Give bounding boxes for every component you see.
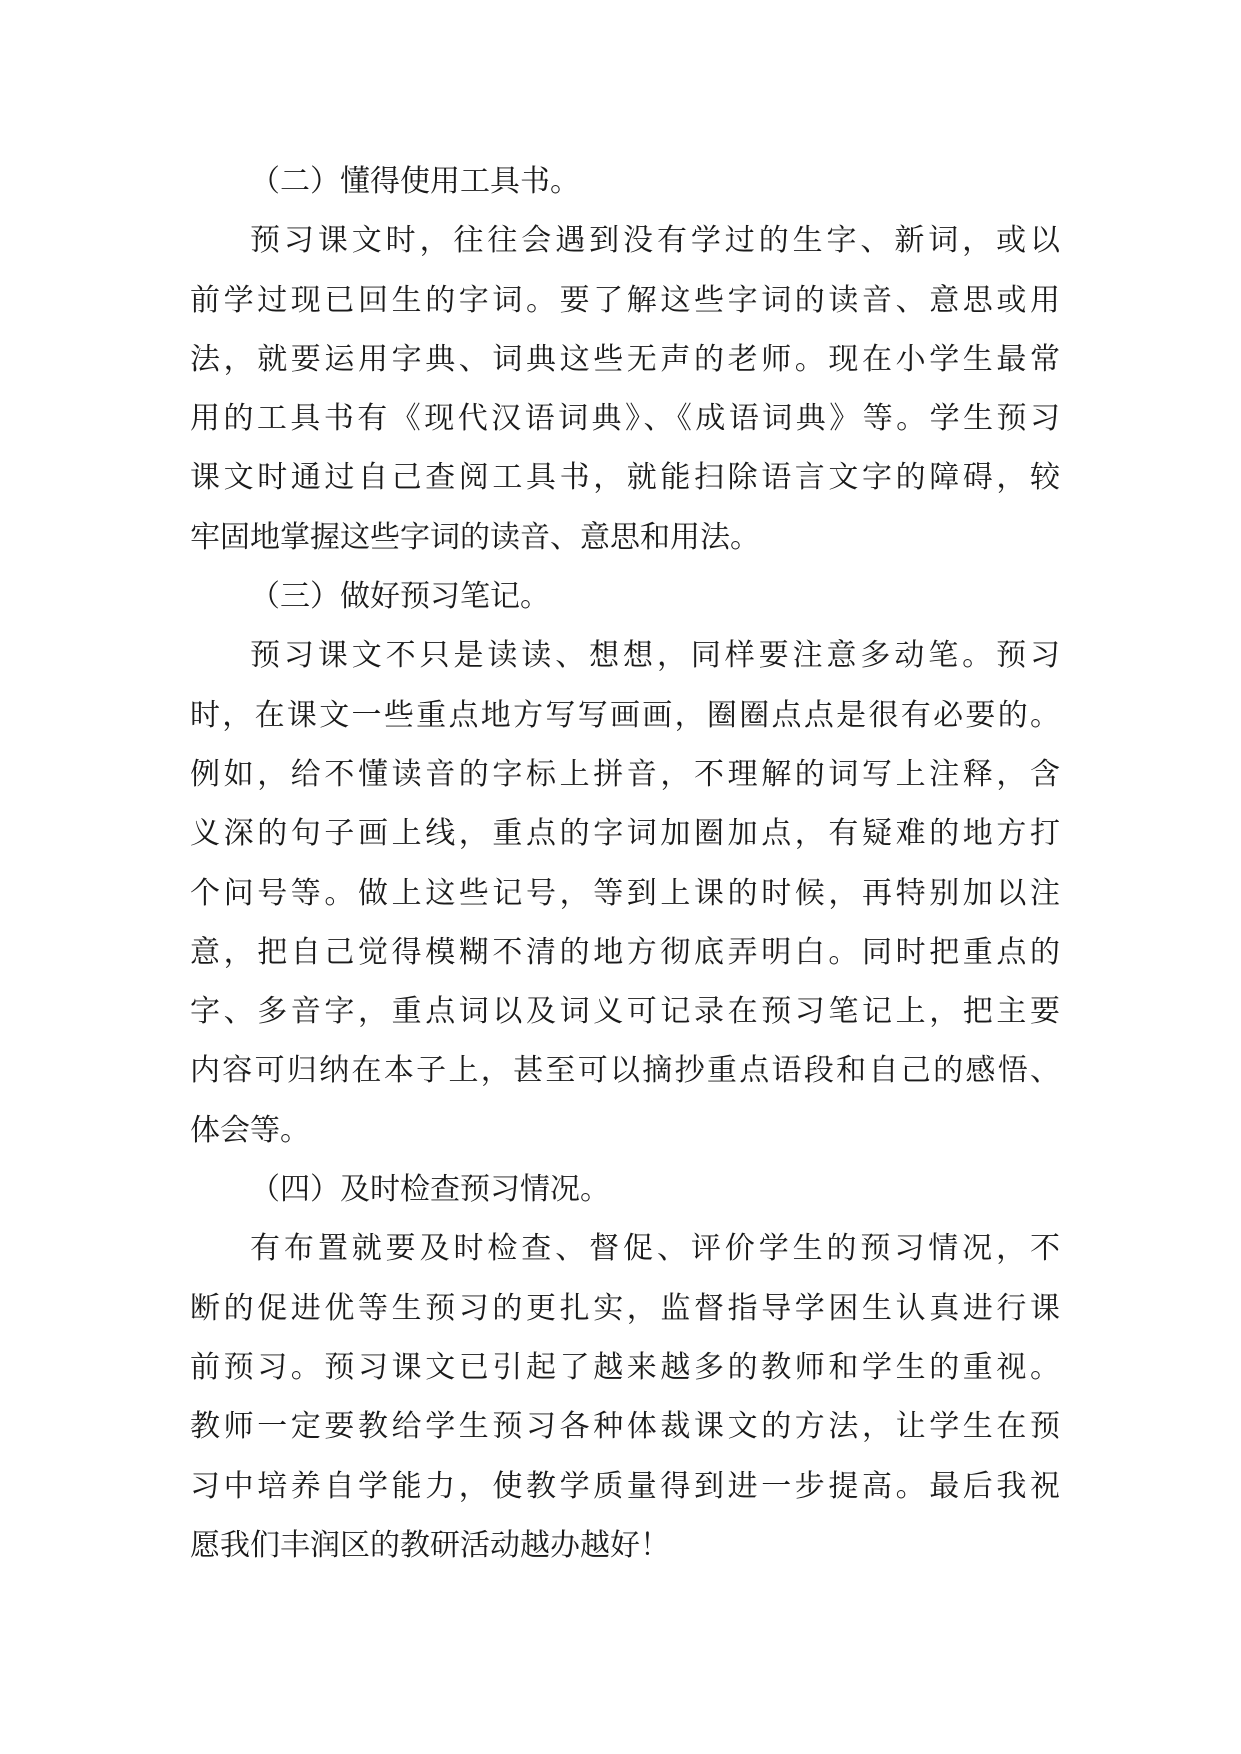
section-heading: （三）做好预习笔记。 <box>250 579 550 615</box>
section-heading: （二）懂得使用工具书。 <box>250 164 580 199</box>
document-body <box>190 152 1060 1575</box>
paragraph-line: 课文时通过自己查阅工具书，就能扫除语言文字的障碍，较 <box>190 460 1060 496</box>
paragraph-line: 预习课文时，往往会遇到没有学过的生字、新词，或以 <box>250 223 1060 259</box>
paragraph-line: 例如，给不懂读音的字标上拼音，不理解的词写上注释，含 <box>190 756 1060 792</box>
paragraph-line: 愿我们丰润区的教研活动越办越好！ <box>190 1527 670 1563</box>
paragraph-line: 有布置就要及时检查、督促、评价学生的预习情况，不 <box>250 1231 1060 1267</box>
paragraph-line: 体会等。 <box>190 1112 310 1148</box>
paragraph-line: 字、多音字，重点词以及词义可记录在预习笔记上，把主要 <box>190 994 1060 1030</box>
section-heading: （四）及时检查预习情况。 <box>250 1172 610 1208</box>
paragraph-line: 牢固地掌握这些字词的读音、意思和用法。 <box>190 519 760 555</box>
paragraph-line: 用的工具书有《现代汉语词典》、《成语词典》等。学生预习 <box>190 401 1060 437</box>
paragraph-line: 法，就要运用字典、词典这些无声的老师。现在小学生最常 <box>190 341 1060 377</box>
paragraph-line: 意，把自己觉得模糊不清的地方彻底弄明白。同时把重点的 <box>190 934 1060 970</box>
paragraph-line: 预习课文不只是读读、想想，同样要注意多动笔。预习 <box>250 638 1060 674</box>
paragraph-line: 义深的句子画上线，重点的字词加圈加点，有疑难的地方打 <box>190 816 1060 852</box>
paragraph-line: 前学过现已回生的字词。要了解这些字词的读音、意思或用 <box>190 282 1060 318</box>
paragraph-line: 个问号等。做上这些记号，等到上课的时候，再特别加以注 <box>190 875 1060 911</box>
paragraph-line: 前预习。预习课文已引起了越来越多的教师和学生的重视。 <box>190 1349 1060 1385</box>
paragraph-line: 习中培养自学能力，使教学质量得到进一步提高。最后我祝 <box>190 1468 1060 1504</box>
paragraph-line: 教师一定要教给学生预习各种体裁课文的方法，让学生在预 <box>190 1409 1060 1445</box>
paragraph-line: 内容可归纳在本子上，甚至可以摘抄重点语段和自己的感悟、 <box>190 1053 1060 1089</box>
paragraph-line: 时，在课文一些重点地方写写画画，圈圈点点是很有必要的。 <box>190 697 1060 733</box>
paragraph-line: 断的促进优等生预习的更扎实，监督指导学困生认真进行课 <box>190 1290 1060 1326</box>
